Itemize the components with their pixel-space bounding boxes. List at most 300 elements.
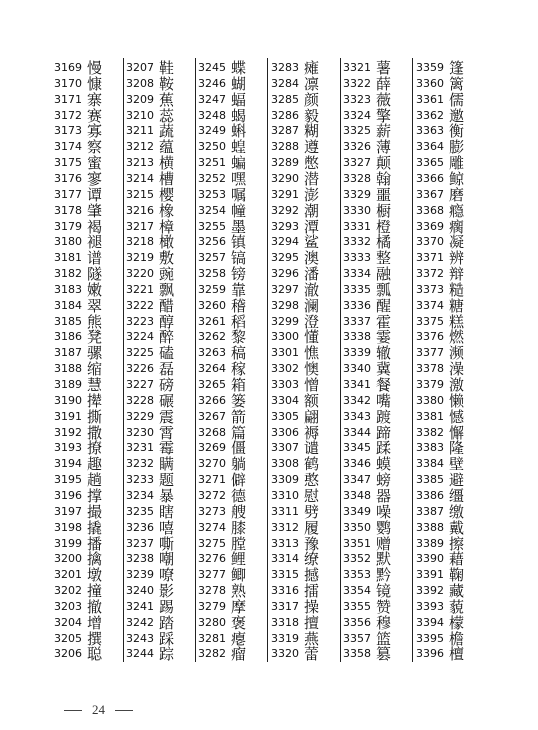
entry-number: 3273: [198, 504, 226, 518]
entry-number: 3279: [198, 599, 226, 613]
entry-number: 3313: [271, 536, 299, 550]
entry-character: 颠: [376, 154, 392, 173]
entry-character: 蕴: [159, 138, 175, 157]
entry-character: 僵: [231, 439, 247, 458]
entry-number: 3294: [271, 235, 299, 249]
entry-number: 3174: [54, 140, 82, 154]
entry-character: 鲸: [449, 169, 465, 188]
entry-character: 撒: [87, 423, 103, 442]
entry-number: 3253: [198, 187, 226, 201]
entry-number: 3263: [198, 346, 226, 360]
entry-number: 3277: [198, 568, 226, 582]
entry-character: 螃: [376, 471, 392, 490]
entry-character: 膨: [449, 138, 465, 157]
entry-number: 3169: [54, 61, 82, 74]
entry-number: 3285: [271, 92, 299, 106]
entry-number: 3301: [271, 346, 299, 360]
entry-character: 瓢: [376, 280, 392, 299]
entry-character: 懊: [304, 360, 320, 379]
entry-character: 霍: [376, 312, 392, 331]
entry-number: 3214: [126, 171, 154, 185]
entry-character: 稽: [231, 296, 247, 315]
entry-character: 缩: [87, 360, 103, 379]
entry-number: 3183: [54, 282, 82, 296]
entry-number: 3210: [126, 108, 154, 122]
entry-character: 瞒: [159, 455, 175, 474]
entry-number: 3252: [198, 171, 226, 185]
entry-character: 樱: [159, 185, 175, 204]
entry-number: 3278: [198, 584, 226, 598]
entry-character: 镜: [376, 582, 392, 601]
entry-number: 3258: [198, 267, 226, 281]
entry-number: 3179: [54, 219, 82, 233]
entry-character: 赞: [376, 597, 392, 616]
entry-number: 3261: [198, 314, 226, 328]
entry-character: 樟: [159, 217, 175, 236]
entry-number: 3190: [54, 393, 82, 407]
entry-character: 豌: [159, 265, 175, 284]
entry-number: 3231: [126, 441, 154, 455]
entry-number: 3318: [271, 615, 299, 629]
table-row: [123, 644, 195, 663]
entry-character: 篡: [376, 645, 392, 664]
entry-number: 3367: [416, 187, 444, 201]
entry-character: 慢: [87, 59, 103, 77]
entry-number: 3324: [343, 108, 371, 122]
entry-character: 僻: [231, 471, 247, 490]
entry-number: 3286: [271, 108, 299, 122]
entry-character: 雕: [449, 154, 465, 173]
entry-character: 缭: [304, 550, 320, 569]
entry-number: 3384: [416, 457, 444, 471]
entry-number: 3334: [343, 267, 371, 281]
entry-character: 察: [87, 138, 103, 157]
entry-character: 撕: [87, 407, 103, 426]
entry-character: 懂: [304, 328, 320, 347]
entry-number: 3241: [126, 599, 154, 613]
entry-number: 3228: [126, 393, 154, 407]
page-footer: [64, 702, 133, 718]
entry-number: 3224: [126, 330, 154, 344]
entry-number: 3178: [54, 203, 82, 217]
entry-character: 蟆: [376, 455, 392, 474]
entry-character: 膛: [231, 534, 247, 553]
entry-number: 3276: [198, 552, 226, 566]
entry-character: 融: [376, 265, 392, 284]
table-column: [413, 58, 485, 662]
entry-character: 蝙: [231, 154, 247, 173]
entry-number: 3314: [271, 552, 299, 566]
entry-character: 墨: [231, 217, 247, 236]
entry-character: 懈: [449, 423, 465, 442]
entry-number: 3288: [271, 140, 299, 154]
entry-character: 寥: [87, 169, 103, 188]
entry-character: 嘱: [231, 185, 247, 204]
entry-character: 邀: [449, 106, 465, 125]
entry-character: 赛: [87, 106, 103, 125]
entry-character: 敷: [159, 249, 175, 268]
entry-number: 3265: [198, 378, 226, 391]
entry-number: 3201: [54, 568, 82, 582]
entry-number: 3249: [198, 124, 226, 138]
entry-character: 篓: [231, 391, 247, 410]
entry-number: 3198: [54, 520, 82, 534]
entry-number: 3300: [271, 330, 299, 344]
entry-number: 3382: [416, 425, 444, 439]
entry-character: 篇: [231, 423, 247, 442]
entry-number: 3391: [416, 568, 444, 582]
entry-character: 谭: [87, 185, 103, 204]
entry-number: 3193: [54, 441, 82, 455]
entry-number: 3322: [343, 76, 371, 90]
entry-number: 3311: [271, 504, 299, 518]
entry-character: 熟: [231, 582, 247, 601]
entry-character: 骡: [87, 344, 103, 363]
entry-character: 题: [159, 471, 175, 490]
entry-character: 檐: [449, 629, 465, 648]
entry-number: 3240: [126, 584, 154, 598]
entry-number: 3361: [416, 92, 444, 106]
entry-character: 镑: [231, 265, 247, 284]
entry-number: 3283: [271, 61, 299, 74]
entry-character: 霉: [159, 439, 175, 458]
entry-number: 3329: [343, 187, 371, 201]
entry-character: 藏: [449, 582, 465, 601]
entry-character: 蕉: [159, 90, 175, 109]
entry-character: 澳: [304, 249, 320, 268]
entry-number: 3237: [126, 536, 154, 550]
entry-character: 儒: [449, 90, 465, 109]
entry-character: 暴: [159, 486, 175, 505]
entry-character: 澜: [304, 296, 320, 315]
entry-character: 噩: [376, 185, 392, 204]
entry-number: 3380: [416, 393, 444, 407]
entry-number: 3213: [126, 156, 154, 170]
entry-number: 3328: [343, 171, 371, 185]
entry-character: 寨: [87, 90, 103, 109]
entry-character: 鞍: [159, 74, 175, 93]
entry-number: 3336: [343, 298, 371, 312]
entry-character: 翠: [87, 296, 103, 315]
entry-character: 慷: [87, 74, 103, 93]
entry-character: 辙: [376, 344, 392, 363]
entry-character: 澡: [449, 360, 465, 379]
entry-number: 3260: [198, 298, 226, 312]
entry-character: 缴: [449, 502, 465, 521]
table-row: [340, 644, 412, 663]
entry-character: 薯: [376, 59, 392, 77]
entry-character: 整: [376, 249, 392, 268]
entry-character: 影: [159, 582, 175, 601]
entry-number: 3244: [126, 647, 154, 661]
entry-number: 3395: [416, 631, 444, 645]
entry-character: 翰: [376, 169, 392, 188]
entry-number: 3309: [271, 473, 299, 487]
entry-number: 3369: [416, 219, 444, 233]
entry-number: 3310: [271, 488, 299, 502]
entry-number: 3289: [271, 156, 299, 170]
entry-character: 稼: [231, 360, 247, 379]
entry-number: 3197: [54, 504, 82, 518]
entry-character: 憎: [304, 376, 320, 394]
entry-character: 嘲: [159, 550, 175, 569]
entry-character: 踱: [376, 407, 392, 426]
entry-character: 壁: [449, 455, 465, 474]
entry-character: 激: [449, 376, 465, 394]
entry-character: 凛: [304, 74, 320, 93]
entry-character: 蝠: [231, 90, 247, 109]
entry-character: 薄: [376, 138, 392, 157]
entry-number: 3368: [416, 203, 444, 217]
entry-character: 霄: [159, 423, 175, 442]
entry-number: 3177: [54, 187, 82, 201]
entry-character: 撞: [87, 582, 103, 601]
entry-character: 隧: [87, 265, 103, 284]
entry-number: 3264: [198, 362, 226, 376]
table-row: [268, 644, 340, 663]
entry-number: 3307: [271, 441, 299, 455]
entry-number: 3315: [271, 568, 299, 582]
table-column: [51, 58, 124, 662]
entry-number: 3363: [416, 124, 444, 138]
entry-number: 3392: [416, 584, 444, 598]
entry-character: 缰: [449, 486, 465, 505]
entry-character: 鲤: [231, 550, 247, 569]
entry-character: 黎: [231, 328, 247, 347]
entry-number: 3319: [271, 631, 299, 645]
entry-character: 鲫: [231, 566, 247, 585]
entry-character: 薪: [376, 122, 392, 141]
entry-character: 嘹: [159, 566, 175, 585]
entry-number: 3396: [416, 647, 444, 661]
entry-number: 3170: [54, 76, 82, 90]
entry-character: 薇: [376, 90, 392, 109]
entry-character: 蕾: [304, 645, 320, 664]
entry-character: 器: [376, 486, 392, 505]
table-row: [195, 644, 267, 663]
entry-character: 瘤: [231, 645, 247, 664]
character-table: [51, 58, 485, 662]
entry-character: 擒: [87, 550, 103, 569]
entry-character: 播: [87, 534, 103, 553]
entry-character: 劈: [304, 502, 320, 521]
entry-character: 憨: [304, 471, 320, 490]
entry-character: 靠: [231, 280, 247, 299]
entry-number: 3282: [198, 647, 226, 661]
entry-character: 潜: [304, 169, 320, 188]
entry-number: 3221: [126, 282, 154, 296]
entry-number: 3327: [343, 156, 371, 170]
entry-number: 3268: [198, 425, 226, 439]
entry-character: 慰: [304, 486, 320, 505]
entry-number: 3266: [198, 393, 226, 407]
entry-number: 3205: [54, 631, 82, 645]
entry-character: 箭: [231, 407, 247, 426]
entry-number: 3192: [54, 425, 82, 439]
entry-character: 镇: [231, 233, 247, 252]
entry-character: 膝: [231, 518, 247, 537]
entry-number: 3269: [198, 441, 226, 455]
entry-character: 躺: [231, 455, 247, 474]
entry-character: 篱: [449, 74, 465, 93]
entry-number: 3385: [416, 473, 444, 487]
entry-number: 3270: [198, 457, 226, 471]
entry-number: 3335: [343, 282, 371, 296]
entry-character: 鹤: [304, 455, 320, 474]
entry-number: 3212: [126, 140, 154, 154]
entry-number: 3189: [54, 378, 82, 391]
entry-number: 3171: [54, 92, 82, 106]
entry-character: 避: [449, 471, 465, 490]
entry-character: 蝶: [231, 59, 247, 77]
entry-character: 篮: [376, 629, 392, 648]
entry-number: 3284: [271, 76, 299, 90]
entry-character: 澈: [304, 280, 320, 299]
entry-character: 擅: [304, 613, 320, 632]
entry-number: 3342: [343, 393, 371, 407]
entry-number: 3180: [54, 235, 82, 249]
entry-character: 醒: [376, 296, 392, 315]
entry-character: 踏: [159, 613, 175, 632]
entry-character: 隆: [449, 439, 465, 458]
entry-number: 3354: [343, 584, 371, 598]
entry-character: 德: [231, 486, 247, 505]
entry-character: 薛: [376, 74, 392, 93]
entry-character: 橡: [159, 201, 175, 220]
entry-number: 3209: [126, 92, 154, 106]
entry-number: 3247: [198, 92, 226, 106]
entry-character: 澄: [304, 312, 320, 331]
entry-number: 3333: [343, 251, 371, 265]
entry-character: 遵: [304, 138, 320, 157]
entry-number: 3343: [343, 409, 371, 423]
entry-number: 3350: [343, 520, 371, 534]
entry-number: 3204: [54, 615, 82, 629]
entry-number: 3308: [271, 457, 299, 471]
entry-character: 震: [159, 407, 175, 426]
entry-number: 3351: [343, 536, 371, 550]
entry-character: 赠: [376, 534, 392, 553]
entry-character: 醉: [159, 328, 175, 347]
entry-number: 3203: [54, 599, 82, 613]
entry-character: 擂: [304, 582, 320, 601]
entry-number: 3316: [271, 584, 299, 598]
entry-number: 3223: [126, 314, 154, 328]
entry-character: 蹄: [376, 423, 392, 442]
entry-number: 3386: [416, 488, 444, 502]
entry-number: 3304: [271, 393, 299, 407]
entry-number: 3206: [54, 647, 82, 661]
entry-character: 藐: [449, 597, 465, 616]
entry-number: 3358: [343, 647, 371, 661]
entry-number: 3195: [54, 473, 82, 487]
entry-character: 寡: [87, 122, 103, 141]
entry-character: 嫩: [87, 280, 103, 299]
footer-dash-left: [64, 710, 82, 711]
entry-character: 鞠: [449, 566, 465, 585]
entry-number: 3297: [271, 282, 299, 296]
entry-number: 3234: [126, 488, 154, 502]
entry-character: 燃: [449, 328, 465, 347]
entry-character: 嘴: [376, 391, 392, 410]
entry-character: 瘸: [449, 217, 465, 236]
entry-character: 翩: [304, 407, 320, 426]
entry-character: 瘫: [304, 59, 320, 77]
entry-number: 3218: [126, 235, 154, 249]
entry-number: 3326: [343, 140, 371, 154]
table-column: [195, 58, 268, 662]
entry-character: 撼: [304, 566, 320, 585]
entry-number: 3230: [126, 425, 154, 439]
entry-number: 3187: [54, 346, 82, 360]
entry-number: 3181: [54, 251, 82, 265]
entry-character: 篷: [449, 59, 465, 77]
entry-number: 3339: [343, 346, 371, 360]
entry-number: 3347: [343, 473, 371, 487]
entry-character: 褪: [87, 233, 103, 252]
entry-number: 3366: [416, 171, 444, 185]
entry-character: 擦: [449, 534, 465, 553]
entry-character: 磕: [159, 344, 175, 363]
entry-number: 3359: [416, 61, 444, 74]
entry-number: 3287: [271, 124, 299, 138]
entry-number: 3194: [54, 457, 82, 471]
entry-number: 3362: [416, 108, 444, 122]
entry-number: 3272: [198, 488, 226, 502]
entry-number: 3185: [54, 314, 82, 328]
entry-character: 憔: [304, 344, 320, 363]
entry-number: 3243: [126, 631, 154, 645]
entry-number: 3250: [198, 140, 226, 154]
entry-number: 3281: [198, 631, 226, 645]
entry-number: 3349: [343, 504, 371, 518]
entry-number: 3360: [416, 76, 444, 90]
entry-character: 橱: [376, 201, 392, 220]
entry-character: 糙: [449, 280, 465, 299]
entry-character: 辩: [449, 265, 465, 284]
entry-number: 3211: [126, 124, 154, 138]
entry-character: 辨: [449, 249, 465, 268]
entry-character: 嘶: [159, 534, 175, 553]
entry-number: 3290: [271, 171, 299, 185]
entry-character: 趣: [87, 455, 103, 474]
entry-character: 燕: [304, 629, 320, 648]
entry-character: 豫: [304, 534, 320, 553]
entry-character: 履: [304, 518, 320, 537]
entry-number: 3340: [343, 362, 371, 376]
entry-number: 3379: [416, 378, 444, 391]
entry-number: 3377: [416, 346, 444, 360]
entry-character: 潮: [304, 201, 320, 220]
entry-character: 摩: [231, 597, 247, 616]
entry-character: 谴: [304, 439, 320, 458]
entry-character: 磨: [449, 185, 465, 204]
entry-number: 3199: [54, 536, 82, 550]
entry-character: 撬: [87, 518, 103, 537]
entry-number: 3330: [343, 203, 371, 217]
entry-character: 肇: [87, 201, 103, 220]
entry-number: 3251: [198, 156, 226, 170]
entry-number: 3246: [198, 76, 226, 90]
entry-character: 颜: [304, 90, 320, 109]
entry-character: 檀: [449, 645, 465, 664]
table-row: [51, 644, 123, 663]
entry-character: 澎: [304, 185, 320, 204]
entry-character: 橘: [376, 233, 392, 252]
entry-character: 默: [376, 550, 392, 569]
entry-number: 3259: [198, 282, 226, 296]
entry-number: 3182: [54, 267, 82, 281]
